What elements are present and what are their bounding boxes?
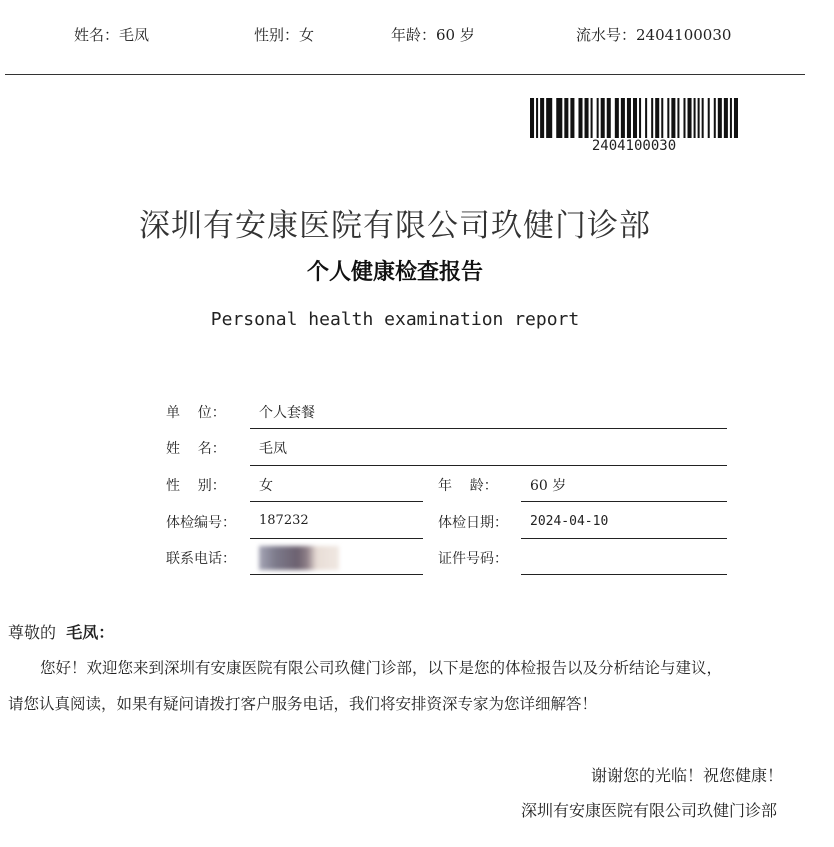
barcode-bar bbox=[655, 98, 659, 138]
gender-value: 女 bbox=[259, 478, 273, 494]
barcode-bar bbox=[591, 98, 593, 138]
letter-line-2: 请您认真阅读，如果有疑问请拨打客户服务电话，我们将安排资深专家为您详细解答！ bbox=[8, 695, 598, 713]
report-title-english: Personal health examination report bbox=[210, 309, 580, 330]
hospital-name: 深圳有安康医院有限公司玖健门诊部 bbox=[139, 208, 651, 244]
phone-label: 联系电话： bbox=[166, 551, 236, 567]
barcode-bar bbox=[683, 98, 685, 138]
barcode bbox=[530, 98, 738, 138]
greeting bbox=[8, 620, 114, 643]
id-number-underline bbox=[521, 574, 727, 575]
id-number-label: 证件号码： bbox=[438, 551, 508, 567]
barcode-bar bbox=[556, 98, 562, 138]
name-label: 姓 名： bbox=[166, 441, 226, 457]
barcode-number: 2404100030 bbox=[591, 138, 677, 154]
barcode-bar bbox=[698, 98, 700, 138]
exam-number-label: 体检编号： bbox=[166, 515, 236, 531]
signature-line: 深圳有安康医院有限公司玖健门诊部 bbox=[521, 801, 778, 820]
barcode-bar bbox=[639, 98, 641, 138]
barcode-bar bbox=[702, 98, 704, 138]
barcode-bar bbox=[688, 98, 692, 138]
barcode-bar bbox=[718, 98, 722, 138]
barcode-bar bbox=[585, 98, 589, 138]
thanks-line: 谢谢您的光临！祝您健康！ bbox=[591, 766, 784, 785]
letter-line-1: 您好！欢迎您来到深圳有安康医院有限公司玖健门诊部，以下是您的体检报告以及分析结论与建议， bbox=[40, 659, 723, 677]
exam-date-underline bbox=[521, 538, 727, 539]
barcode-bar bbox=[570, 98, 574, 138]
barcode-bar bbox=[530, 98, 534, 138]
age-underline bbox=[521, 501, 727, 502]
barcode-bar bbox=[615, 98, 619, 138]
barcode-bar bbox=[724, 98, 728, 138]
exam-number-underline bbox=[250, 538, 423, 539]
barcode-bar bbox=[578, 98, 582, 138]
gender-underline bbox=[250, 501, 423, 502]
header-gender: 性别：女 bbox=[254, 26, 315, 44]
barcode-bar bbox=[536, 98, 538, 138]
gender-label: 性 别： bbox=[166, 478, 226, 494]
greeting-prefix: 尊敬的 bbox=[8, 623, 57, 642]
barcode-bar bbox=[607, 98, 611, 138]
barcode-bar bbox=[667, 98, 669, 138]
barcode-bar bbox=[708, 98, 710, 138]
header-age: 年龄：60 岁 bbox=[391, 26, 475, 44]
barcode-bar bbox=[671, 98, 675, 138]
header-name: 姓名：毛凤 bbox=[74, 26, 150, 44]
barcode-bar bbox=[677, 98, 679, 138]
exam-date-label: 体检日期： bbox=[438, 515, 508, 531]
barcode-bar bbox=[546, 98, 552, 138]
name-underline bbox=[250, 465, 727, 466]
barcode-bar bbox=[651, 98, 653, 138]
header-serial: 流水号：2404100030 bbox=[576, 26, 732, 44]
barcode-bar bbox=[633, 98, 637, 138]
barcode-bar bbox=[621, 98, 625, 138]
barcode-bar bbox=[564, 98, 568, 138]
barcode-bar bbox=[540, 98, 544, 138]
barcode-bar bbox=[694, 98, 696, 138]
phone-underline bbox=[250, 574, 423, 575]
unit-label: 单 位： bbox=[166, 405, 226, 421]
barcode-bar bbox=[730, 98, 732, 138]
barcode-bar bbox=[734, 98, 738, 138]
report-title: 个人健康检查报告 bbox=[306, 260, 483, 285]
barcode-bar bbox=[645, 98, 647, 138]
unit-value: 个人套餐 bbox=[259, 405, 315, 421]
greeting-name: 毛凤： bbox=[66, 623, 115, 642]
age-label: 年 龄： bbox=[438, 478, 498, 494]
name-value: 毛凤 bbox=[259, 441, 287, 457]
barcode-bar bbox=[601, 98, 605, 138]
phone-value-redacted bbox=[259, 546, 339, 570]
exam-number-value: 187232 bbox=[259, 513, 309, 528]
barcode-bar bbox=[714, 98, 716, 138]
header-divider bbox=[5, 74, 805, 75]
barcode-bar bbox=[597, 98, 599, 138]
unit-underline bbox=[250, 428, 727, 429]
barcode-bar bbox=[661, 98, 663, 138]
barcode-bar bbox=[627, 98, 631, 138]
age-value: 60 岁 bbox=[530, 478, 567, 494]
exam-date-value: 2024-04-10 bbox=[530, 514, 609, 529]
